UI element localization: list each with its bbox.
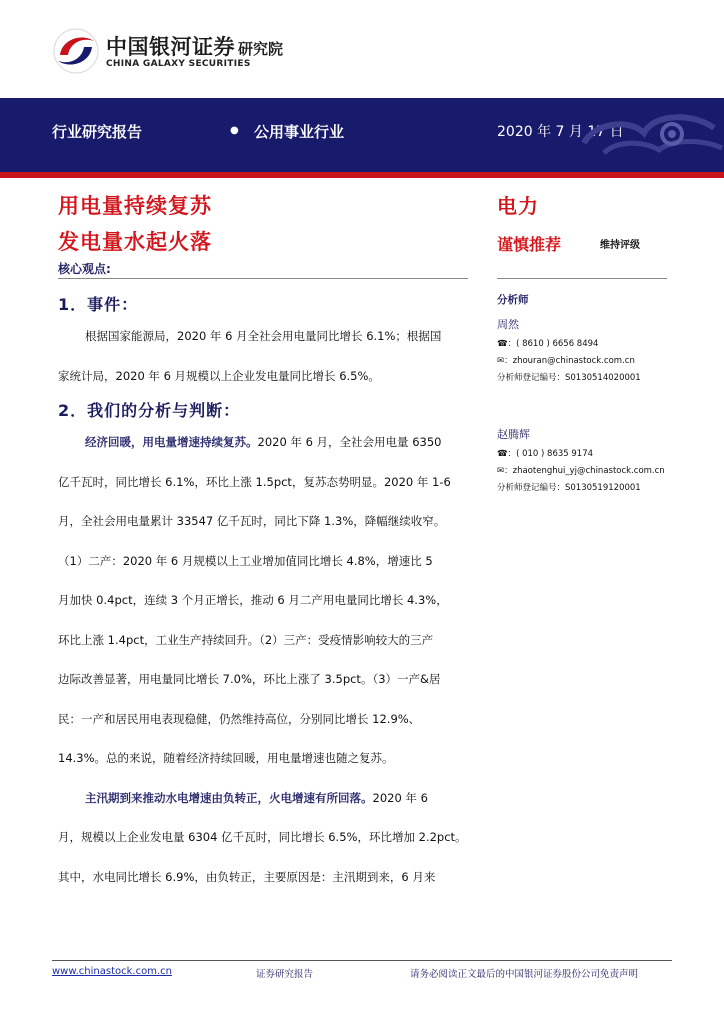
report-title-line2: 发电量水起火落: [58, 230, 212, 254]
analyst-2-registration: 分析师登记编号：S0130519120001: [497, 483, 641, 493]
body-line: 亿千瓦时，同比增长 6.1%，环比上涨 1.5pct，复苏态势明显。2020 年 1-6: [58, 474, 451, 489]
email-icon: ✉: [497, 356, 505, 366]
galaxy-logo-icon: [52, 27, 100, 75]
section-1-heading: 1．事件：: [58, 295, 139, 314]
footer-url-link[interactable]: www.chinastock.com.cn: [52, 966, 172, 977]
report-title-line1: 用电量持续复苏: [58, 194, 212, 218]
footer-disclaimer: 请务必阅读正文最后的中国银河证券股份公司免责声明: [410, 969, 639, 980]
rating-label: 谨慎推荐: [497, 235, 562, 254]
analyst-2-email[interactable]: ✉：zhaotenghui_yj@chinastock.com.cn: [497, 466, 665, 476]
footer-center-text: 证券研究报告: [256, 969, 314, 980]
analyst-1-name: 周然: [497, 318, 519, 331]
sidebar-divider: [497, 278, 667, 279]
analyst-1-phone: ☎：( 8610 ) 6656 8494: [497, 339, 599, 349]
body-line: 民：一产和居民用电表现稳健，仍然维持高位，分别同比增长 12.9%、: [58, 711, 421, 726]
email-icon: ✉: [497, 466, 505, 476]
report-date: 2020 年 7 月 17 日: [497, 124, 624, 140]
sector-name: 电力: [497, 194, 539, 218]
body-line: 边际改善显著，用电量同比增长 7.0%，环比上涨了 3.5pct。（3）一产&居: [58, 672, 441, 686]
core-divider: [58, 278, 468, 279]
footer-divider: [52, 960, 672, 961]
paragraph-lead: 经济回暖，用电量增速持续复苏。: [85, 435, 258, 449]
phone-icon: ☎: [497, 449, 508, 459]
analyst-1-email[interactable]: ✉：zhouran@chinastock.com.cn: [497, 356, 635, 366]
section-2-body: [58, 423, 470, 897]
body-line: 14.3%。总的来说，随着经济持续回暖，用电量增速也随之复苏。: [58, 751, 394, 765]
logo-chinese-name: 中国银河证券: [106, 35, 235, 59]
report-type: 行业研究报告: [52, 123, 143, 141]
body-line: 月加快 0.4pct，连续 3 个月正增长，推动 6 月二产用电量同比增长 4.3%，: [58, 593, 448, 607]
analyst-1-registration: 分析师登记编号：S0130514020001: [497, 373, 641, 383]
core-view-label: 核心观点:: [58, 262, 111, 276]
banner-red-stripe: [0, 172, 724, 178]
paragraph-lead: 主汛期到来推动水电增速由负转正，火电增速有所回落。: [85, 790, 373, 805]
body-line: [58, 423, 470, 463]
analyst-2-name: 赵腾辉: [497, 428, 530, 441]
body-line: [58, 779, 470, 819]
company-logo: [52, 27, 314, 75]
bullet-icon: ●: [230, 125, 239, 136]
phone-icon: ☎: [497, 339, 508, 349]
analyst-label: 分析师: [497, 294, 529, 306]
industry-name: 公用事业行业: [254, 123, 345, 141]
body-line: 月，规模以上企业发电量 6304 亿千瓦时，同比增长 6.5%，环比增加 2.2pct。: [58, 830, 467, 844]
body-line: 家统计局，2020 年 6 月规模以上企业发电量同比增长 6.5%。: [58, 368, 380, 383]
analyst-2-phone: ☎：( 010 ) 8635 9174: [497, 449, 594, 459]
body-line: 月，全社会用电量累计 33547 亿千瓦时，同比下降 1.3%，降幅继续收窄。: [58, 514, 446, 528]
section-1-body: [58, 317, 470, 396]
rating-note: 维持评级: [600, 240, 640, 251]
body-line: 环比上涨 1.4pct，工业生产持续回升。（2）三产：受疫情影响较大的三产: [58, 632, 434, 647]
header-banner: [0, 98, 724, 173]
body-line: 其中，水电同比增长 6.9%，由负转正，主要原因是：主汛期到来，6 月来: [58, 869, 436, 884]
cloud-pattern-icon: [574, 98, 724, 173]
body-text: 2020 年 6 月，全社会用电量 6350: [257, 435, 442, 449]
logo-institute: 研究院: [238, 40, 284, 58]
body-line: 根据国家能源局，2020 年 6 月全社会用电量同比增长 6.1%；根据国: [85, 329, 442, 343]
body-line: （1）二产：2020 年 6 月规模以上工业增加值同比增长 4.8%，增速比 5: [58, 553, 433, 568]
logo-english-name: CHINA GALAXY SECURITIES: [106, 59, 251, 69]
body-text: 2020 年 6: [372, 790, 428, 805]
section-2-heading: 2．我们的分析与判断：: [58, 401, 241, 420]
